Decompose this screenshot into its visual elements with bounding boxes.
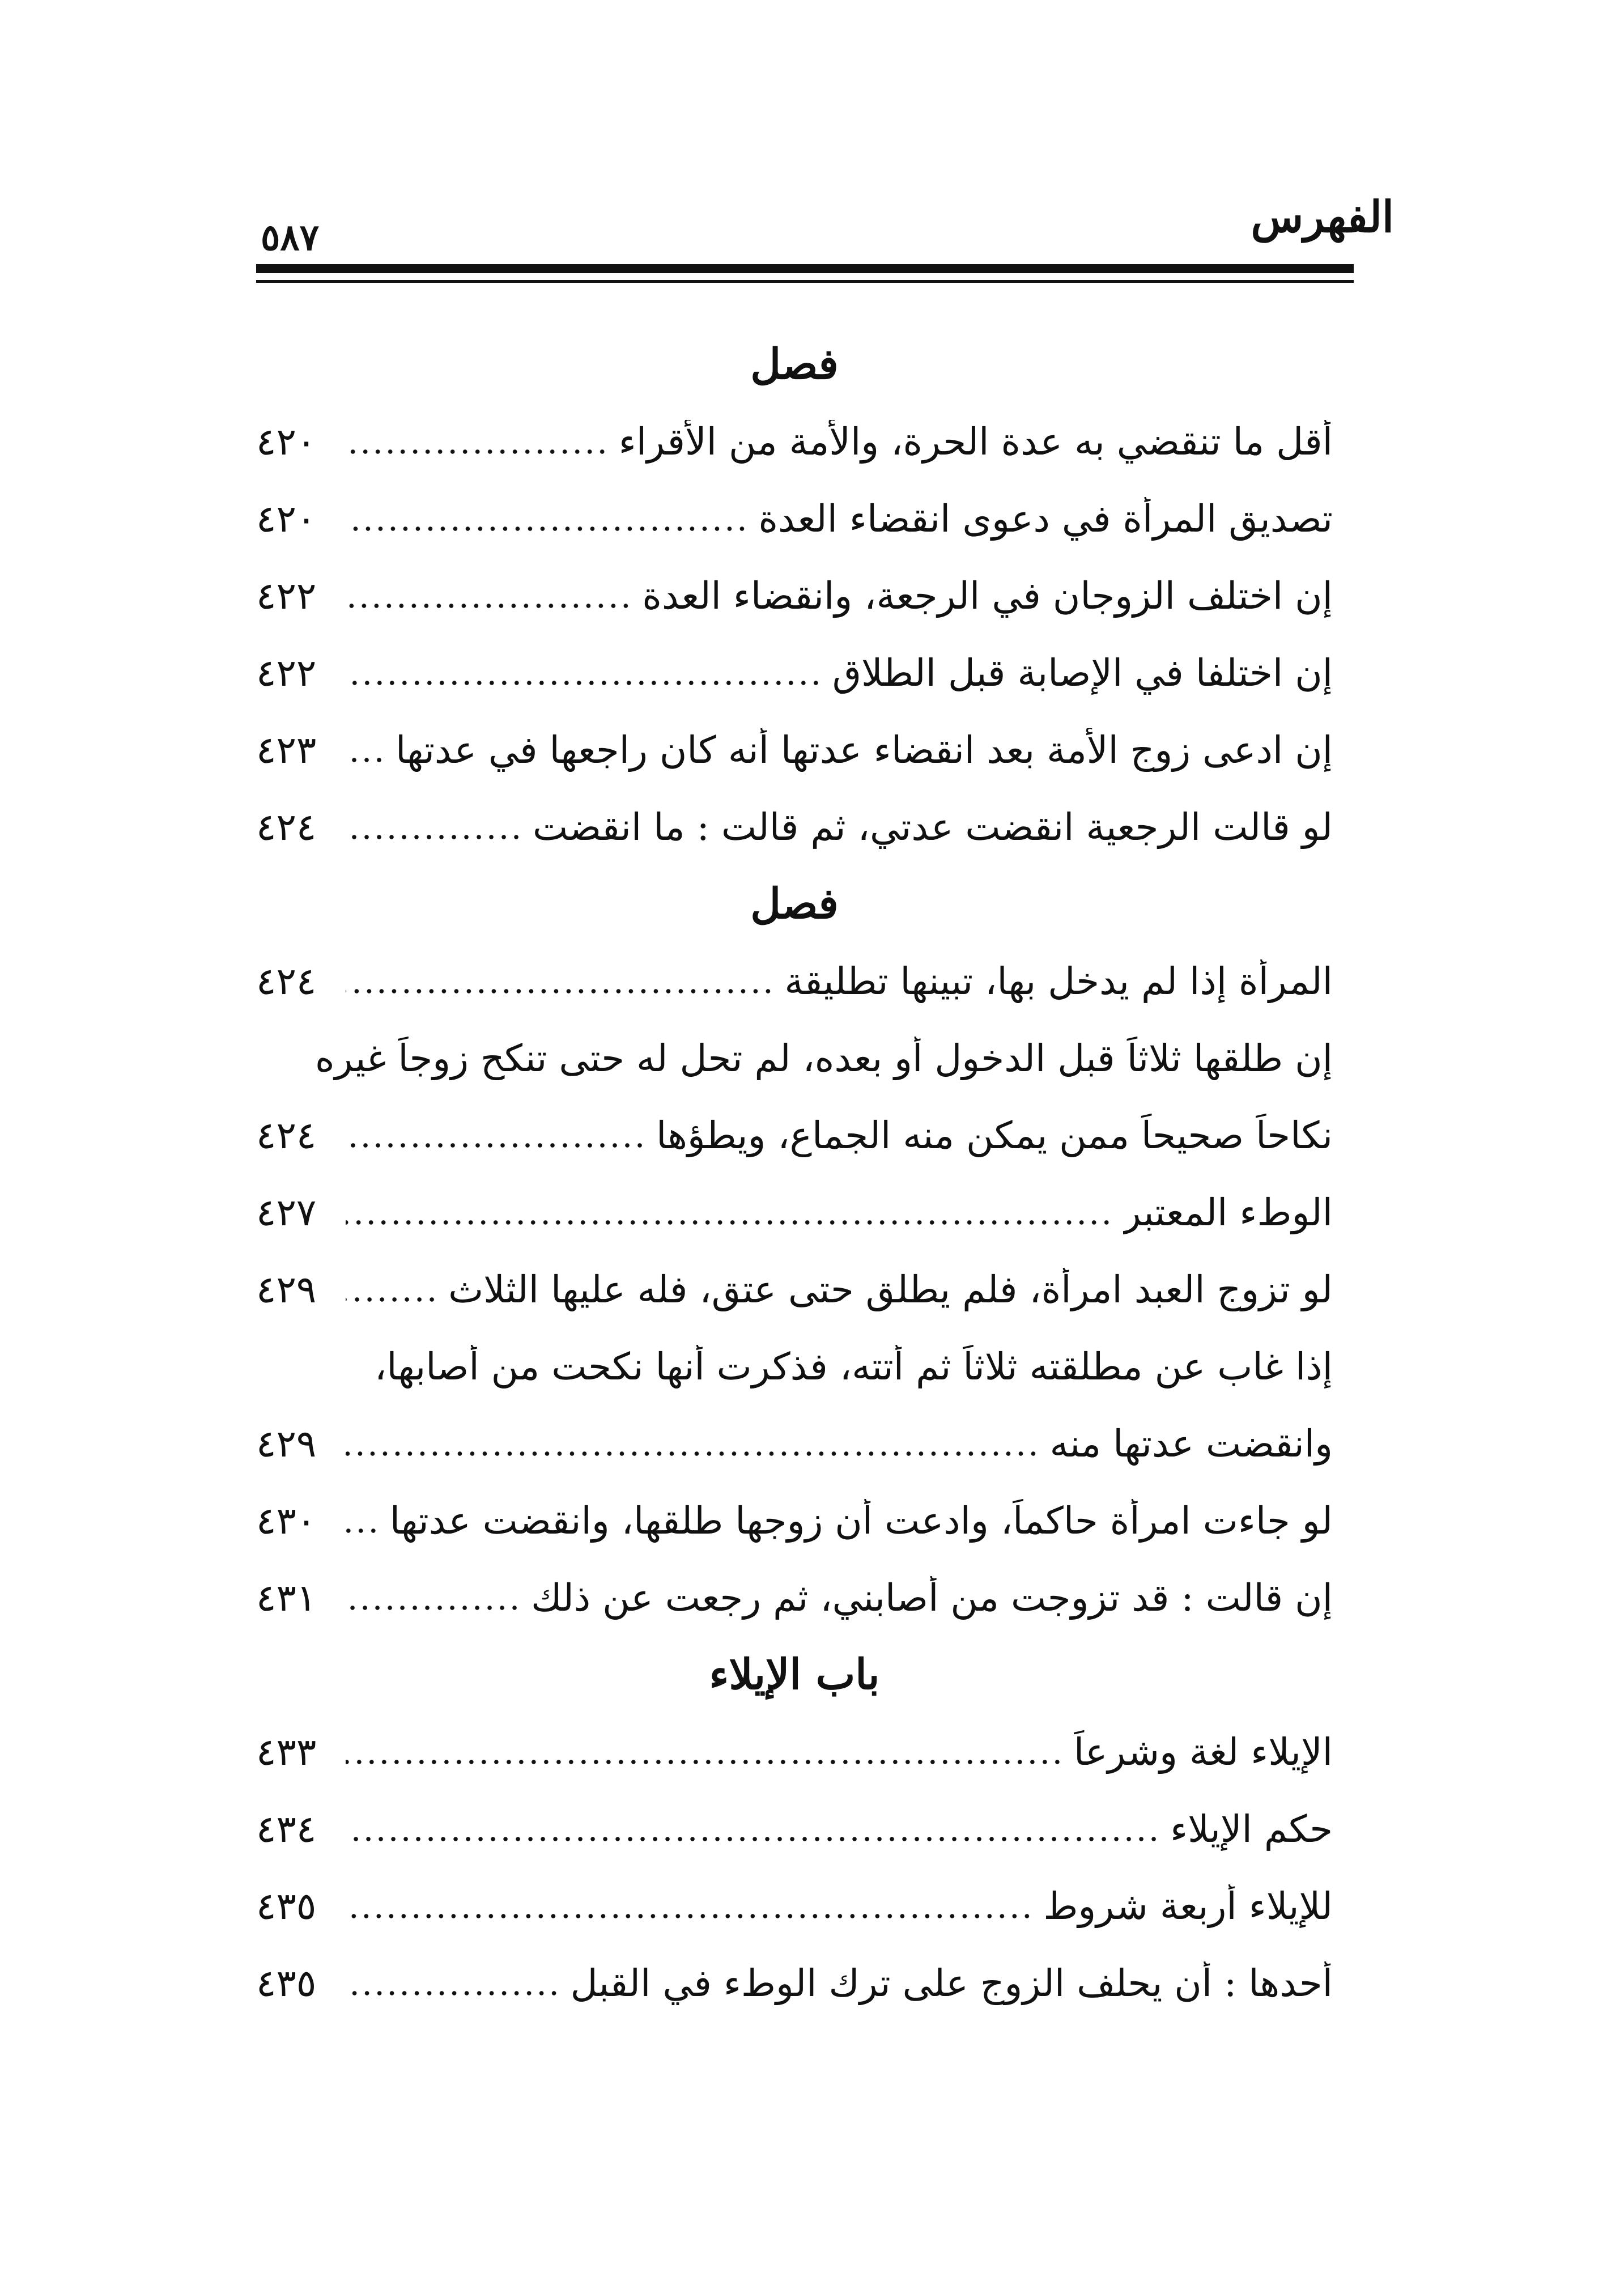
toc-page-number: ٤٢٢	[256, 574, 317, 618]
toc-page-number: ٤٢٠	[256, 496, 317, 541]
toc-entry	[256, 1944, 1333, 2022]
dot-leader	[346, 680, 822, 686]
header-rule-thin	[256, 280, 1354, 283]
toc-page-number: ٤٣٥	[256, 1961, 317, 2005]
toc-page-number: ٤٣١	[256, 1576, 317, 1620]
toc-entry	[256, 403, 1333, 480]
toc-entry	[256, 1405, 1333, 1482]
toc-entry-text: المرأة إذا لم يدخل بها، تبينها تطليقة	[784, 959, 1333, 1003]
toc-page-number: ٤٣٠	[256, 1498, 317, 1543]
toc-page-number: ٤٢٣	[256, 728, 317, 772]
toc-entry-text: لو تزوج العبد امرأة، فلم يطلق حتى عتق، فله عليها الثلاث	[448, 1267, 1333, 1311]
dot-leader	[346, 834, 522, 840]
toc-entry	[256, 1713, 1333, 1790]
toc-page-number: ٤٢٢	[256, 651, 317, 695]
dot-leader	[346, 1605, 521, 1611]
toc-entry	[256, 1251, 1333, 1328]
toc-entry	[256, 788, 1333, 865]
toc-entry	[256, 1790, 1333, 1867]
dot-leader	[346, 1836, 1160, 1842]
toc-entry-text: تصديق المرأة في دعوى انقضاء العدة	[758, 496, 1333, 541]
toc-entry	[256, 942, 1333, 1020]
toc-entry	[256, 1559, 1333, 1636]
toc-entry-text: إن ادعى زوج الأمة بعد انقضاء عدتها أنه كان راجعها في عدتها	[396, 728, 1333, 772]
dot-leader	[346, 603, 632, 609]
toc-entry-text: الوطء المعتبر	[1123, 1190, 1333, 1234]
toc-entry-text: حكم الإيلاء	[1170, 1807, 1333, 1851]
toc-entry-text: إن قالت : قد تزوجت من أصابني، ثم رجعت عن ذلك	[531, 1576, 1333, 1620]
page-number: ٥٨٧	[261, 216, 320, 259]
toc-entry	[256, 634, 1333, 711]
dot-leader	[346, 1143, 646, 1148]
toc-page-number: ٤٢٠	[256, 419, 317, 464]
toc-page-number: ٤٢٤	[256, 805, 317, 849]
toc-entry	[256, 1174, 1333, 1251]
section-heading: فصل	[750, 340, 839, 389]
toc-entry-text: إن اختلف الزوجان في الرجعة، وانقضاء العدة	[642, 574, 1333, 618]
toc-entry	[256, 1867, 1333, 1944]
toc-entry-text: أقل ما تنقضي به عدة الحرة، والأمة من الأقراء	[618, 419, 1333, 464]
toc-entry	[256, 1097, 1333, 1174]
toc-entry	[256, 711, 1333, 788]
toc-entry	[256, 1020, 1333, 1097]
dot-leader	[346, 1297, 438, 1302]
toc-page-number: ٤٢٤	[256, 1113, 317, 1157]
dot-leader	[346, 526, 748, 532]
toc-entry-text: وانقضت عدتها منه	[1049, 1421, 1333, 1466]
dot-leader	[346, 1528, 380, 1534]
toc-page-number: ٤٢٩	[256, 1267, 317, 1311]
toc-entry	[256, 480, 1333, 557]
section-heading: باب الإيلاء	[709, 1650, 880, 1699]
toc-entry-text: للإيلاء أربعة شروط	[1043, 1884, 1333, 1928]
toc-entry-text: إن اختلفا في الإصابة قبل الطلاق	[832, 651, 1333, 695]
dot-leader	[346, 1990, 560, 1996]
dot-leader	[346, 757, 385, 763]
toc-entry-text: إذا غاب عن مطلقته ثلاثاً ثم أتته، فذكرت أنها نكحت من أصابها،	[375, 1344, 1333, 1388]
running-header-title: الفهرس	[1251, 192, 1394, 242]
toc-entry-text: لو جاءت امرأة حاكماً، وادعت أن زوجها طلقها، وانقضت عدتها	[389, 1498, 1333, 1543]
table-of-contents	[256, 326, 1333, 2022]
toc-entry	[256, 1482, 1333, 1559]
toc-entry	[256, 1328, 1333, 1405]
toc-page-number: ٤٣٣	[256, 1730, 317, 1774]
toc-entry-text: لو قالت الرجعية انقضت عدتي، ثم قالت : ما انقضت	[533, 805, 1333, 849]
dot-leader	[346, 1220, 1113, 1225]
toc-entry-text: نكاحاً صحيحاً ممن يمكن منه الجماع، ويطؤها	[656, 1113, 1333, 1157]
toc-page-number: ٤٣٤	[256, 1807, 317, 1851]
toc-entry	[256, 557, 1333, 634]
dot-leader	[346, 988, 774, 994]
dot-leader	[346, 1913, 1033, 1919]
dot-leader	[346, 1451, 1039, 1457]
toc-entry-text: إن طلقها ثلاثاً قبل الدخول أو بعده، لم تحل له حتى تنكح زوجاً غيره	[314, 1036, 1333, 1080]
toc-entry-text: الإيلاء لغة وشرعاً	[1073, 1730, 1333, 1774]
toc-page-number: ٤٢٧	[256, 1190, 317, 1234]
toc-page-number: ٤٣٥	[256, 1884, 317, 1928]
dot-leader	[346, 449, 609, 455]
toc-page-number: ٤٢٤	[256, 959, 317, 1003]
toc-page-number: ٤٢٩	[256, 1421, 317, 1466]
dot-leader	[346, 1759, 1064, 1765]
header-rule-thick	[256, 264, 1354, 273]
toc-entry-text: أحدها : أن يحلف الزوج على ترك الوطء في القبل	[570, 1961, 1333, 2005]
section-heading: فصل	[750, 880, 839, 928]
